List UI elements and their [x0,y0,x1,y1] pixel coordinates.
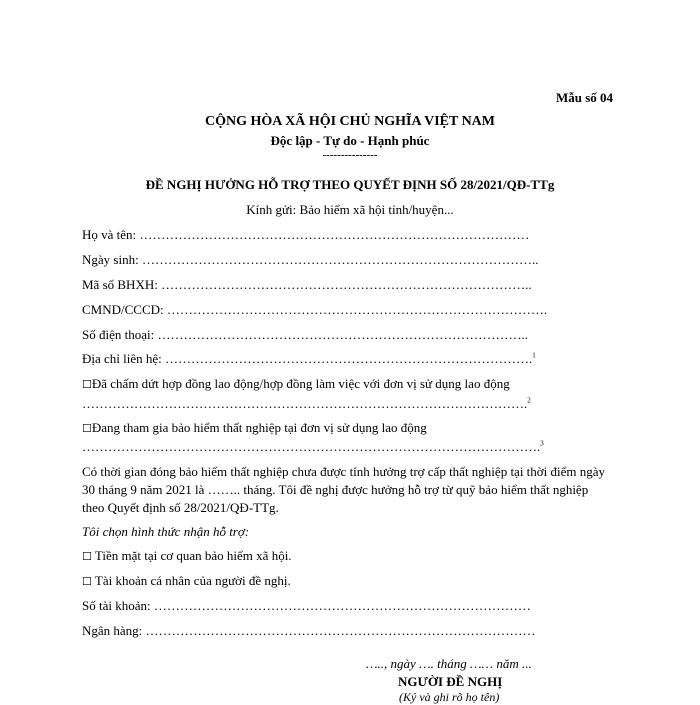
dob-field[interactable]: Ngày sinh: ……………………………………………………………………………….. [82,252,539,267]
full-name-field[interactable]: Họ và tên: ……………………………………………………………………………… [82,227,530,242]
footnote-1: 1 [532,351,536,360]
social-insurance-field[interactable]: Mã số BHXH: ………………………………………………………………………….. [82,277,532,292]
recipient-line: Kính gửi: Bảo hiểm xã hội tỉnh/huyện... [246,202,454,217]
country-header: CỘNG HÒA XÃ HỘI CHỦ NGHĨA VIỆT NAM [204,114,495,129]
participating-dots-line[interactable] [82,439,544,455]
account-number-field[interactable]: Số tài khoản: …………………………………………………………………………… [82,598,531,613]
bank-name-field[interactable]: Ngân hàng: ……………………………………………………………………………… [82,623,536,638]
checkbox-icon[interactable]: ☐ [82,550,92,563]
terminated-option[interactable] [82,376,510,392]
participating-option[interactable] [82,420,427,436]
header-divider: --------------- [322,149,378,161]
participating-dots: ……………………………………………………………………………………………. [82,439,541,454]
terminated-dots: …………………………………………………………………………………………. [82,396,528,411]
footnote-3: 3 [540,439,544,448]
address-field[interactable] [82,351,536,367]
checkbox-icon[interactable]: ☐ [82,575,92,588]
cash-label: Tiền mặt tại cơ quan bảo hiểm xã hội. [94,548,292,563]
signature-instruction: (Ký và ghi rõ họ tên) [399,690,500,704]
signature-role: NGƯỜI ĐỀ NGHỊ [398,674,503,689]
address-label: Địa chỉ liên hệ: …………………………………………………………………………. [82,351,533,366]
form-number: Mẫu số 04 [556,90,614,105]
bank-label: Tài khoản cá nhân của người đề nghị. [94,573,291,588]
motto: Độc lập - Tự do - Hạnh phúc [270,133,430,148]
id-card-field[interactable]: CMND/CCCD: ……………………………………………………………………………. [82,302,548,317]
bank-option[interactable] [82,573,291,589]
terminated-label: Đã chấm dứt hợp đồng lao động/hợp đồng làm việc với đơn vị sử dụng lao động [91,376,510,391]
document-title: ĐỀ NGHỊ HƯỞNG HỖ TRỢ THEO QUYẾT ĐỊNH SỐ 28/2021/QĐ-TTg [145,177,555,192]
footnote-2: 2 [527,396,531,405]
payment-prompt: Tôi chọn hình thức nhận hỗ trợ: [82,524,250,539]
cash-option[interactable] [82,548,292,564]
checkbox-icon[interactable]: ☐ [82,378,92,391]
checkbox-icon[interactable]: ☐ [82,422,92,435]
terminated-dots-line[interactable] [82,396,531,412]
participating-label: Đang tham gia bảo hiểm thất nghiệp tại đơn vị sử dụng lao động [91,420,427,435]
statement-paragraph: Có thời gian đóng bảo hiểm thất nghiệp chưa được tính hưởng trợ cấp thất nghiệp tại thời điểm ngày 30 tháng 9 năm 2021 là …….. tháng. Tôi đề nghị được hưởng hỗ trợ từ quỹ bảo hiểm thất nghiệp theo Quyết định số 28/2021/QĐ-TTg. [82,464,606,515]
phone-field[interactable]: Số điện thoại: ………………………………………………………………………….. [82,327,528,342]
signature-date: ….., ngày …. tháng …… năm ... [366,656,532,671]
